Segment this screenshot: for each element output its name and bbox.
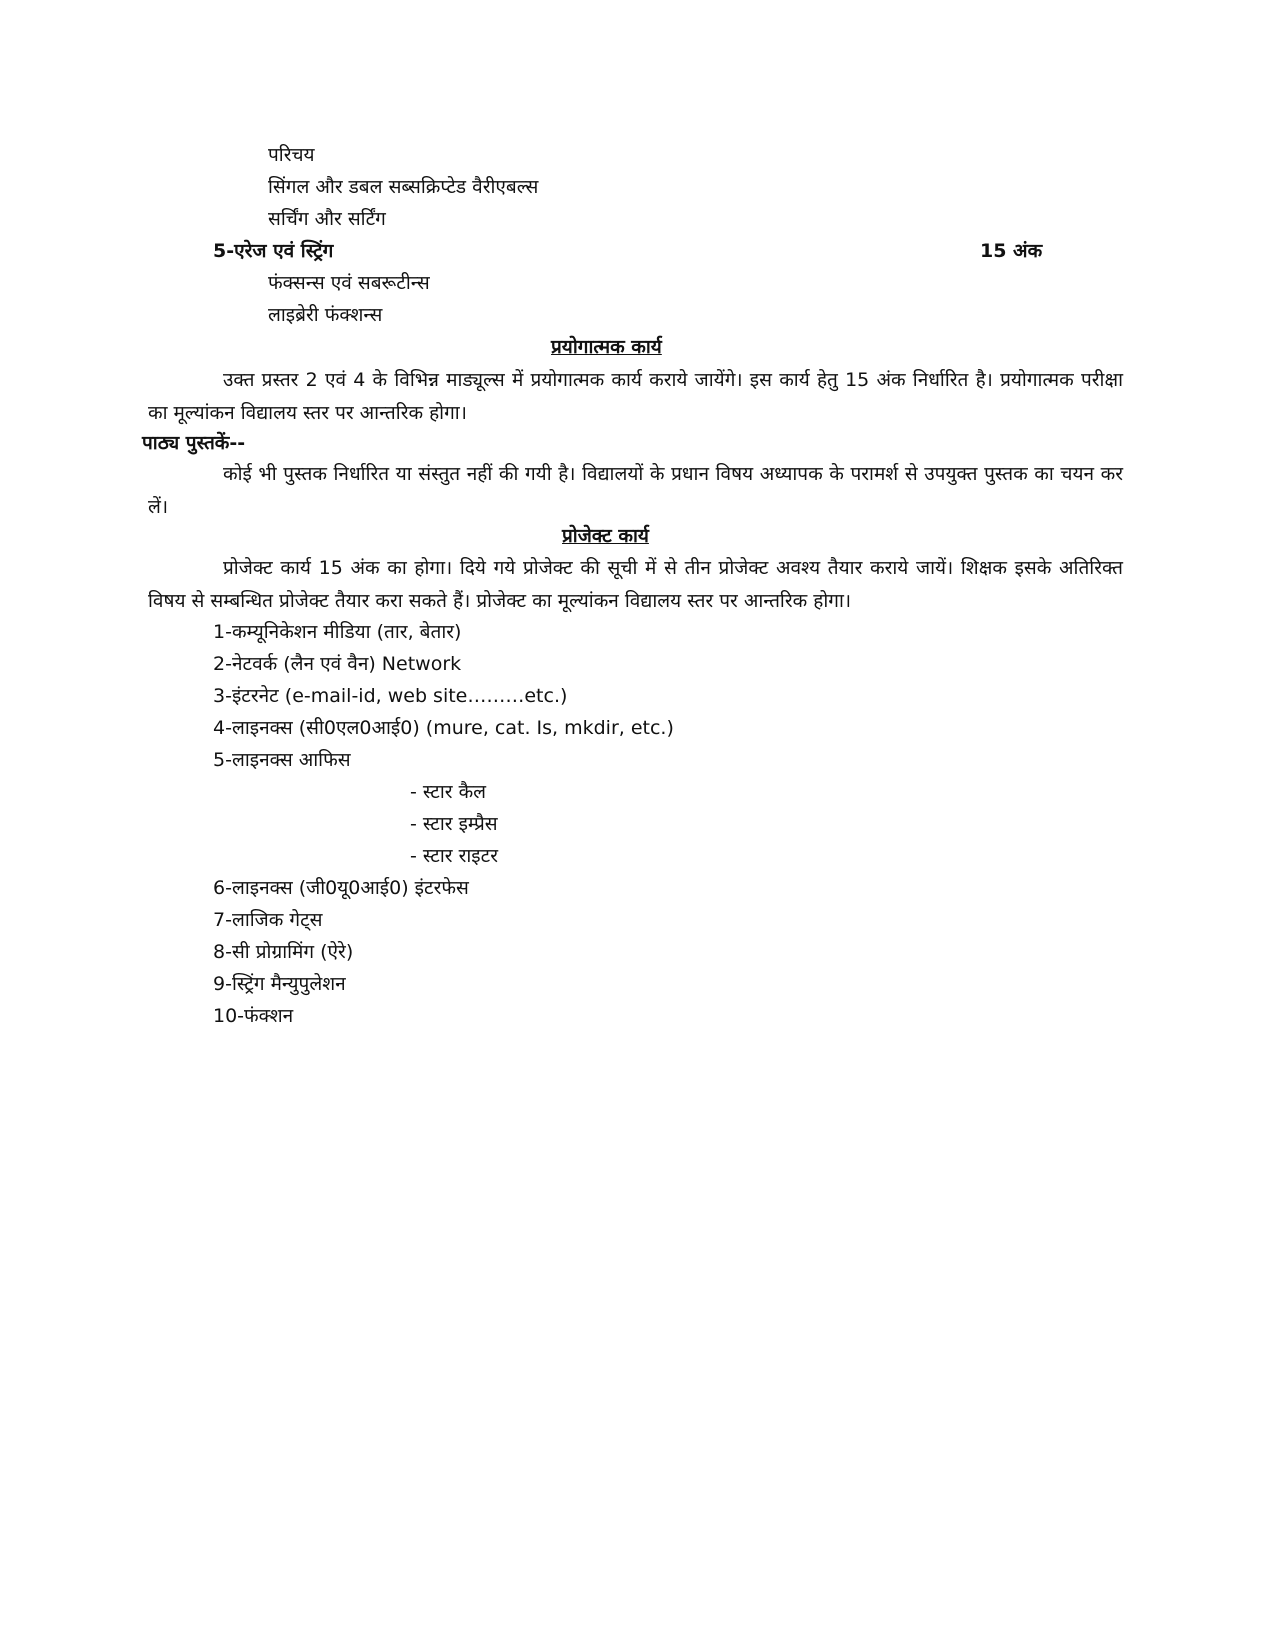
textbooks-text: कोई भी पुस्तक निर्धारित या संस्तुत नहीं की गयी है। विद्यालयों के प्रधान विषय अध्यापक के परामर्श से उपयुक्त पुस्तक का चयन कर लें। xyxy=(148,463,1123,518)
project-sub-item: - स्टार इम्प्रैस xyxy=(410,813,498,835)
section5-item-library: लाइब्रेरी फंक्शन्स xyxy=(268,304,383,326)
project-heading: प्रोजेक्ट कार्य xyxy=(562,525,649,547)
project-item: 3-इंटरनेट (e-mail-id, web site………etc.) xyxy=(213,685,568,707)
project-paragraph xyxy=(148,552,1123,618)
project-sub-item: - स्टार कैल xyxy=(410,781,487,803)
section5-marks: 15 अंक xyxy=(980,240,1043,262)
topic-searching-sorting: सर्चिंग और सर्टिंग xyxy=(268,208,386,230)
practical-heading: प्रयोगात्मक कार्य xyxy=(551,336,662,358)
project-item: 9-स्ट्रिंग मैन्युपुलेशन xyxy=(213,973,346,995)
project-item: 5-लाइनक्स आफिस xyxy=(213,749,351,771)
project-item: 8-सी प्रोग्रामिंग (ऐरे) xyxy=(213,941,354,963)
project-item: 7-लाजिक गेट्स xyxy=(213,909,323,931)
project-item: 6-लाइनक्स (जी0यू0आई0) इंटरफेस xyxy=(213,877,469,899)
textbooks-paragraph xyxy=(148,458,1123,524)
section5-item-functions: फंक्सन्स एवं सबरूटीन्स xyxy=(268,272,430,294)
practical-paragraph xyxy=(148,364,1123,430)
textbooks-heading: पाठ्य पुस्तकें-- xyxy=(142,432,246,454)
project-item: 10-फंक्शन xyxy=(213,1005,294,1027)
project-text: प्रोजेक्ट कार्य 15 अंक का होगा। दिये गये प्रोजेक्ट की सूची में से तीन प्रोजेक्ट अवश्य तैयार कराये जायें। शिक्षक इसके अतिरिक्त विषय से सम्बन्धित प्रोजेक्ट तैयार करा सकते हैं। प्रोजेक्ट का मूल्यांकन विद्यालय स्तर पर आन्तरिक होगा। xyxy=(148,557,1123,612)
topic-subscripted-variables: सिंगल और डबल सब्सक्रिप्टेड वैरीएबल्स xyxy=(268,176,539,198)
practical-text: उक्त प्रस्तर 2 एवं 4 के विभिन्न माड्यूल्स में प्रयोगात्मक कार्य कराये जायेंगे। इस कार्य हेतु 15 अंक निर्धारित है। प्रयोगात्मक परीक्षा का मूल्यांकन विद्यालय स्तर पर आन्तरिक होगा। xyxy=(148,369,1123,424)
section5-title: 5-एरेज एवं स्ट्रिंग xyxy=(213,240,334,262)
project-sub-item: - स्टार राइटर xyxy=(410,845,498,867)
project-item: 4-लाइनक्स (सी0एल0आई0) (mure, cat. Is, mkdir, etc.) xyxy=(213,717,674,739)
project-item: 1-कम्यूनिकेशन मीडिया (तार, बेतार) xyxy=(213,621,462,643)
topic-introduction: परिचय xyxy=(268,144,315,166)
project-item: 2-नेटवर्क (लैन एवं वैन) Network xyxy=(213,653,462,675)
